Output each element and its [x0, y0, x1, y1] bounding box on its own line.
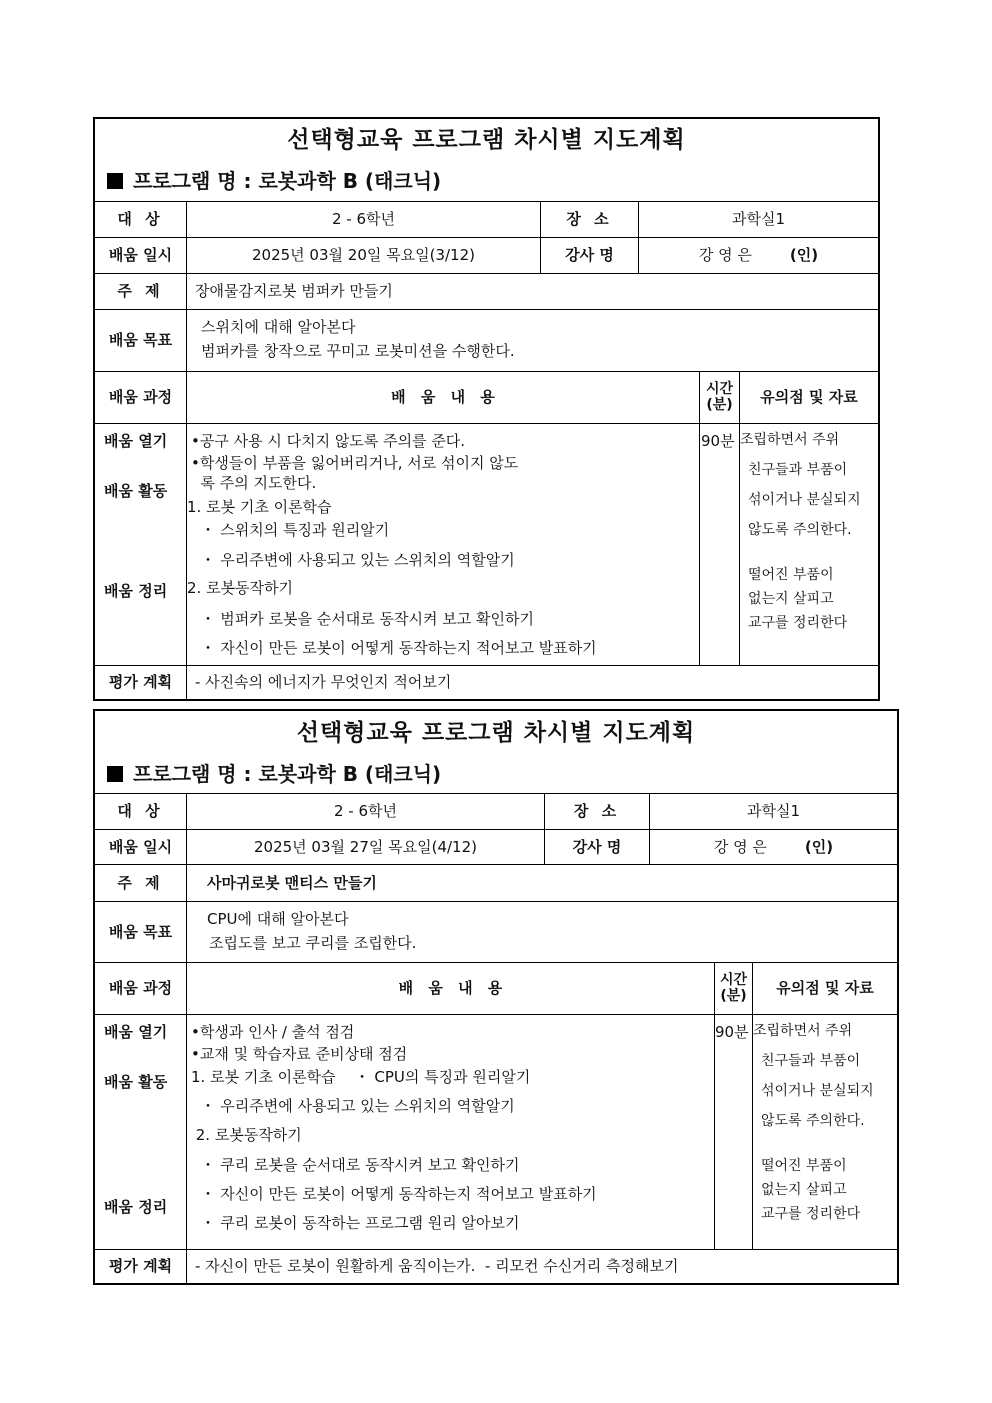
notes-cell — [752, 1014, 897, 1249]
goal-line: 조립도를 보고 쿠리를 조립한다. — [209, 934, 417, 952]
square-bullet-icon — [107, 173, 123, 189]
place-value: 과학실1 — [638, 201, 878, 237]
label-time: 시간 (분) — [699, 371, 739, 423]
place-value: 과학실1 — [649, 793, 897, 829]
note-line: 조립하면서 주위 — [740, 432, 840, 448]
note-line: 떨어진 부품이 — [761, 1158, 847, 1174]
label-evaluation: 평가 계획 — [95, 1249, 186, 1283]
target-value: 2 - 6학년 — [186, 793, 544, 829]
note-line: 떨어진 부품이 — [748, 567, 834, 583]
label-closing: 배움 정리 — [104, 582, 168, 600]
teacher-value: 강 영 은 — [713, 837, 767, 856]
content-line: ・ 우리주변에 사용되고 있는 스위치의 역할알기 — [191, 551, 515, 569]
goal-cell — [186, 309, 878, 371]
label-opening: 배움 열기 — [104, 432, 168, 450]
stamp-mark: (인) — [789, 246, 819, 265]
process-labels — [95, 423, 186, 665]
target-value: 2 - 6학년 — [186, 201, 540, 237]
content-line: •학생들이 부품을 잃어버리거나, 서로 섞이지 않도 — [191, 454, 519, 472]
label-content: 배 움 내 용 — [186, 371, 699, 423]
goal-line: CPU에 대해 알아본다 — [207, 910, 349, 928]
content-line: ・ 쿠리 로봇이 동작하는 프로그램 원리 알아보기 — [191, 1214, 520, 1232]
label-target: 대 상 — [95, 793, 186, 829]
label-teacher: 강사 명 — [540, 237, 638, 273]
content-line: ・ 우리주변에 사용되고 있는 스위치의 역할알기 — [191, 1097, 515, 1115]
teacher-cell — [638, 237, 878, 273]
date-value: 2025년 03월 27일 목요일(4/12) — [186, 829, 544, 864]
content-line: 2. 로봇동작하기 — [187, 579, 294, 597]
note-line: 친구들과 부품이 — [748, 462, 848, 478]
time-cell — [699, 423, 739, 665]
label-activity: 배움 활동 — [104, 1073, 168, 1091]
content-line: 1. 로봇 기초 이론학습 — [187, 498, 332, 516]
time-value: 90분 — [701, 432, 735, 450]
content-line: ・ 스위치의 특징과 원리알기 — [191, 521, 390, 539]
evaluation-value: - 자신이 만든 로봇이 원활하게 움직이는가. - 리모컨 수신거리 측정해보기 — [186, 1249, 897, 1283]
topic-value: 사마귀로봇 맨티스 만들기 — [186, 864, 897, 901]
content-cell — [186, 423, 699, 665]
teacher-value: 강 영 은 — [698, 246, 752, 265]
label-date: 배움 일시 — [95, 829, 186, 864]
program-name: 프로그램 명 : 로봇과학 B (태크닉) — [133, 168, 442, 193]
stamp-mark: (인) — [804, 837, 834, 856]
note-line: 없는지 살피고 — [761, 1182, 847, 1198]
label-process: 배움 과정 — [95, 962, 186, 1014]
program-name-row — [107, 755, 887, 793]
note-line: 섞이거나 분실되지 — [761, 1083, 874, 1099]
note-line: 교구를 정리한다 — [761, 1206, 861, 1222]
label-topic: 주 제 — [95, 273, 186, 309]
note-line: 섞이거나 분실되지 — [748, 492, 861, 508]
time-value: 90분 — [715, 1023, 749, 1041]
label-time: 시간 (분) — [714, 962, 752, 1014]
plan-title: 선택형교육 프로그램 차시별 지도계획 — [287, 126, 686, 153]
note-line: 않도록 주의한다. — [761, 1113, 865, 1129]
label-content: 배 움 내 용 — [186, 962, 714, 1014]
content-line: ・ 자신이 만든 로봇이 어떻게 동작하는지 적어보고 발표하기 — [191, 1185, 597, 1203]
note-line: 교구를 정리한다 — [748, 615, 848, 631]
content-line: •학생과 인사 / 출석 점검 — [191, 1023, 355, 1041]
lesson-plan-2 — [93, 709, 899, 1285]
program-name: 프로그램 명 : 로봇과학 B (태크닉) — [133, 761, 442, 786]
time-cell — [714, 1014, 752, 1249]
content-line: •공구 사용 시 다치지 않도록 주의를 준다. — [191, 432, 466, 450]
process-labels — [95, 1014, 186, 1249]
topic-value: 장애물감지로봇 범퍼카 만들기 — [186, 273, 878, 309]
goal-line: 스위치에 대해 알아본다 — [201, 318, 356, 336]
note-line: 없는지 살피고 — [748, 591, 834, 607]
note-line: 않도록 주의한다. — [748, 522, 852, 538]
teacher-cell — [649, 829, 897, 864]
content-line: ・ 자신이 만든 로봇이 어떻게 동작하는지 적어보고 발표하기 — [191, 639, 597, 657]
note-line: 친구들과 부품이 — [761, 1053, 861, 1069]
content-line: 록 주의 지도한다. — [191, 474, 317, 492]
label-place: 장 소 — [544, 793, 649, 829]
label-activity: 배움 활동 — [104, 482, 168, 500]
program-name-row — [107, 161, 867, 201]
content-line: •교재 및 학습자료 준비상태 점검 — [191, 1045, 408, 1063]
label-opening: 배움 열기 — [104, 1023, 168, 1041]
content-line: 2. 로봇동작하기 — [191, 1126, 302, 1144]
note-line: 조립하면서 주위 — [753, 1023, 853, 1039]
label-date: 배움 일시 — [95, 237, 186, 273]
content-line: ・ 범퍼카 로봇을 순서대로 동작시켜 보고 확인하기 — [191, 610, 534, 628]
notes-cell — [739, 423, 878, 665]
label-place: 장 소 — [540, 201, 638, 237]
evaluation-value: - 사진속의 에너지가 무엇인지 적어보기 — [186, 665, 878, 699]
label-target: 대 상 — [95, 201, 186, 237]
label-closing: 배움 정리 — [104, 1198, 168, 1216]
label-notes: 유의점 및 자료 — [739, 371, 878, 423]
label-evaluation: 평가 계획 — [95, 665, 186, 699]
lesson-plan-1 — [93, 117, 880, 701]
content-cell — [186, 1014, 714, 1249]
content-line: 1. 로봇 기초 이론학습 ・ CPU의 특징과 원리알기 — [191, 1068, 531, 1086]
label-notes: 유의점 및 자료 — [752, 962, 897, 1014]
label-goal: 배움 목표 — [95, 309, 186, 371]
square-bullet-icon — [107, 766, 123, 782]
goal-line: 범퍼카를 창작으로 꾸미고 로봇미션을 수행한다. — [201, 342, 515, 360]
content-line: ・ 쿠리 로봇을 순서대로 동작시켜 보고 확인하기 — [191, 1156, 520, 1174]
date-value: 2025년 03월 20일 목요일(3/12) — [186, 237, 540, 273]
plan-title: 선택형교육 프로그램 차시별 지도계획 — [296, 719, 696, 746]
label-goal: 배움 목표 — [95, 901, 186, 962]
label-process: 배움 과정 — [95, 371, 186, 423]
label-teacher: 강사 명 — [544, 829, 649, 864]
goal-cell — [186, 901, 897, 962]
label-topic: 주 제 — [95, 864, 186, 901]
